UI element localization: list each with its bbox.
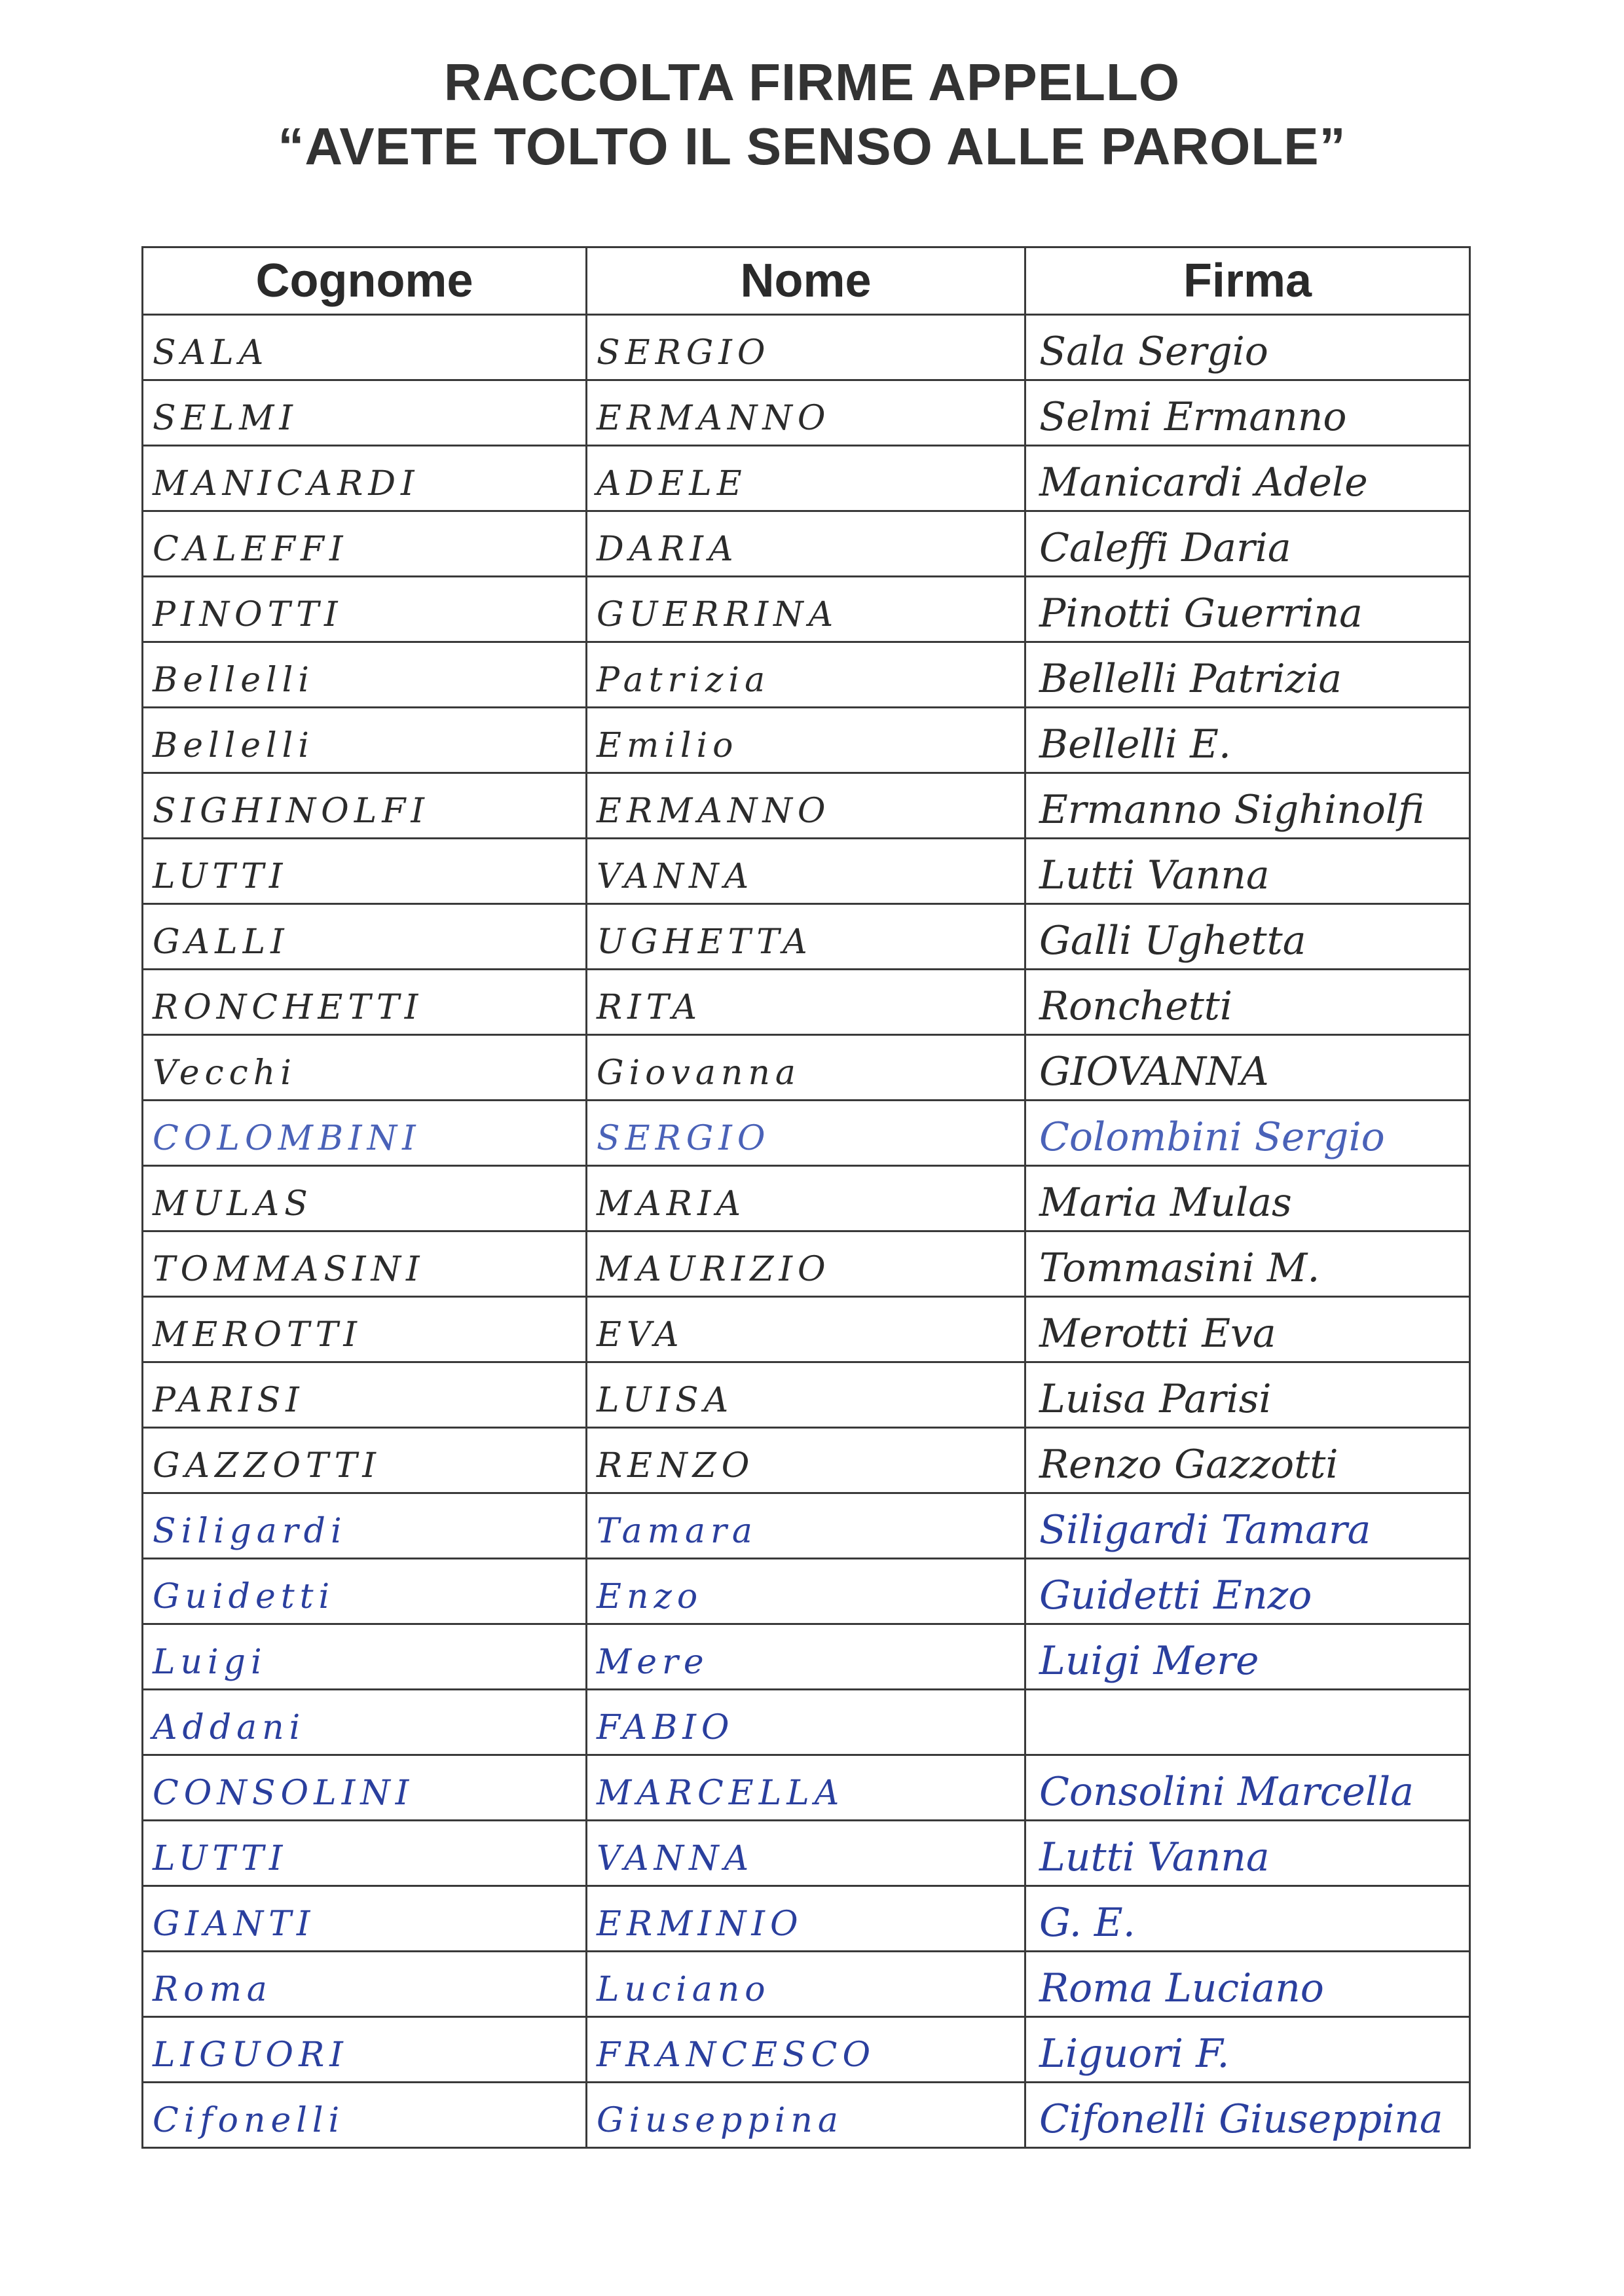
signature-cell — [1025, 1362, 1470, 1428]
signature-cell — [1025, 1952, 1470, 2017]
signature-cell — [1025, 1297, 1470, 1362]
table-row — [143, 2017, 1470, 2083]
handwritten-signature: Lutti Vanna — [1039, 852, 1270, 898]
handwritten-cognome: LIGUORI — [153, 2035, 348, 2075]
handwritten-signature: Maria Mulas — [1039, 1180, 1292, 1226]
cognome-cell — [143, 1101, 587, 1166]
handwritten-cognome: Addani — [153, 1708, 306, 1747]
handwritten-signature: Ronchetti — [1039, 983, 1233, 1029]
nome-cell — [587, 1493, 1025, 1559]
cognome-cell — [143, 642, 587, 708]
cognome-cell — [143, 970, 587, 1035]
table-row — [143, 1755, 1470, 1821]
nome-cell — [587, 1821, 1025, 1886]
signature-cell — [1025, 839, 1470, 904]
cognome-cell — [143, 1297, 587, 1362]
handwritten-nome: EVA — [597, 1315, 684, 1355]
handwritten-cognome: SIGHINOLFI — [153, 792, 430, 831]
column-header-cognome: Cognome — [143, 247, 587, 315]
nome-cell — [587, 2017, 1025, 2083]
signature-cell — [1025, 1886, 1470, 1952]
cognome-cell — [143, 708, 587, 773]
nome-cell — [587, 446, 1025, 511]
handwritten-cognome: CALEFFI — [153, 530, 348, 569]
cognome-cell — [143, 1886, 587, 1952]
cognome-cell — [143, 2083, 587, 2148]
handwritten-cognome: MULAS — [153, 1184, 313, 1224]
handwritten-signature: Caleffi Daria — [1039, 525, 1291, 571]
cognome-cell — [143, 1559, 587, 1624]
handwritten-cognome: Luigi — [153, 1643, 267, 1682]
signature-cell — [1025, 1493, 1470, 1559]
cognome-cell — [143, 1821, 587, 1886]
handwritten-signature: Galli Ughetta — [1039, 918, 1306, 964]
nome-cell — [587, 970, 1025, 1035]
signature-cell — [1025, 1821, 1470, 1886]
nome-cell — [587, 1952, 1025, 2017]
signature-cell — [1025, 315, 1470, 380]
handwritten-cognome: SALA — [153, 333, 269, 373]
handwritten-signature: Renzo Gazzotti — [1039, 1442, 1338, 1487]
signature-cell — [1025, 1231, 1470, 1297]
signature-cell — [1025, 577, 1470, 642]
nome-cell — [587, 1690, 1025, 1755]
cognome-cell — [143, 1690, 587, 1755]
handwritten-cognome: TOMMASINI — [153, 1250, 425, 1289]
signature-cell — [1025, 2083, 1470, 2148]
signature-cell — [1025, 446, 1470, 511]
handwritten-nome: LUISA — [597, 1381, 734, 1420]
handwritten-cognome: Vecchi — [153, 1053, 297, 1093]
nome-cell — [587, 1755, 1025, 1821]
nome-cell — [587, 839, 1025, 904]
table-row — [143, 1559, 1470, 1624]
nome-cell — [587, 1559, 1025, 1624]
handwritten-cognome: GAZZOTTI — [153, 1446, 381, 1485]
handwritten-nome: ADELE — [597, 464, 747, 503]
nome-cell — [587, 1166, 1025, 1231]
handwritten-cognome: GALLI — [153, 922, 289, 962]
cognome-cell — [143, 1952, 587, 2017]
nome-cell — [587, 1624, 1025, 1690]
table-row — [143, 380, 1470, 446]
table-row — [143, 1166, 1470, 1231]
table-row — [143, 1035, 1470, 1101]
handwritten-nome: MARCELLA — [597, 1774, 845, 1813]
cognome-cell — [143, 1493, 587, 1559]
cognome-cell — [143, 1166, 587, 1231]
handwritten-nome: RENZO — [597, 1446, 755, 1485]
handwritten-nome: Tamara — [597, 1512, 758, 1551]
table-header-row — [143, 247, 1470, 315]
handwritten-signature: Ermanno Sighinolfi — [1039, 787, 1425, 833]
table-row — [143, 577, 1470, 642]
handwritten-nome: Giuseppina — [597, 2101, 843, 2140]
signature-cell — [1025, 1428, 1470, 1493]
table-row — [143, 1362, 1470, 1428]
nome-cell — [587, 1362, 1025, 1428]
handwritten-signature: Manicardi Adele — [1039, 460, 1368, 505]
handwritten-nome: RITA — [597, 988, 703, 1027]
signature-cell — [1025, 970, 1470, 1035]
signature-cell — [1025, 773, 1470, 839]
table-row — [143, 642, 1470, 708]
handwritten-nome: SERGIO — [597, 333, 771, 373]
handwritten-cognome: SELMI — [153, 399, 298, 438]
handwritten-cognome: CONSOLINI — [153, 1774, 415, 1813]
signature-cell — [1025, 1166, 1470, 1231]
cognome-cell — [143, 2017, 587, 2083]
handwritten-signature: Tommasini M. — [1039, 1245, 1320, 1291]
handwritten-signature — [1026, 1750, 1469, 1754]
nome-cell — [587, 2083, 1025, 2148]
table-row — [143, 1101, 1470, 1166]
signature-cell — [1025, 708, 1470, 773]
table-row — [143, 1821, 1470, 1886]
handwritten-cognome: GIANTI — [153, 1904, 316, 1944]
table-row — [143, 773, 1470, 839]
table-row — [143, 315, 1470, 380]
signature-table — [141, 246, 1471, 2149]
handwritten-nome: VANNA — [597, 1839, 754, 1878]
handwritten-signature: Pinotti Guerrina — [1039, 591, 1363, 636]
column-header-firma: Firma — [1025, 247, 1470, 315]
nome-cell — [587, 315, 1025, 380]
handwritten-nome: Luciano — [597, 1970, 771, 2009]
cognome-cell — [143, 446, 587, 511]
handwritten-signature: G. E. — [1039, 1900, 1135, 1946]
handwritten-nome: DARIA — [597, 530, 739, 569]
handwritten-cognome: MEROTTI — [153, 1315, 362, 1355]
handwritten-cognome: LUTTI — [153, 857, 288, 896]
nome-cell — [587, 642, 1025, 708]
handwritten-cognome: RONCHETTI — [153, 988, 424, 1027]
nome-cell — [587, 1231, 1025, 1297]
handwritten-cognome: Guidetti — [153, 1577, 335, 1616]
table-row — [143, 2083, 1470, 2148]
signature-cell — [1025, 642, 1470, 708]
cognome-cell — [143, 315, 587, 380]
handwritten-cognome: Cifonelli — [153, 2101, 345, 2140]
handwritten-cognome: Siligardi — [153, 1512, 347, 1551]
signature-cell — [1025, 904, 1470, 970]
handwritten-signature: Merotti Eva — [1039, 1311, 1276, 1357]
handwritten-nome: Emilio — [597, 726, 739, 765]
handwritten-cognome: Bellelli — [153, 661, 314, 700]
table-row — [143, 1428, 1470, 1493]
cognome-cell — [143, 577, 587, 642]
handwritten-nome: Giovanna — [597, 1053, 801, 1093]
cognome-cell — [143, 1624, 587, 1690]
handwritten-signature: Luisa Parisi — [1039, 1376, 1272, 1422]
signature-cell — [1025, 1755, 1470, 1821]
signature-cell — [1025, 2017, 1470, 2083]
nome-cell — [587, 708, 1025, 773]
handwritten-cognome: MANICARDI — [153, 464, 420, 503]
signature-cell — [1025, 380, 1470, 446]
handwritten-signature: Selmi Ermanno — [1039, 394, 1347, 440]
signature-cell — [1025, 1035, 1470, 1101]
table-row — [143, 970, 1470, 1035]
table-row — [143, 1624, 1470, 1690]
handwritten-nome: Mere — [597, 1643, 709, 1682]
table-row — [143, 708, 1470, 773]
nome-cell — [587, 511, 1025, 577]
cognome-cell — [143, 1428, 587, 1493]
nome-cell — [587, 1297, 1025, 1362]
handwritten-cognome: COLOMBINI — [153, 1119, 421, 1158]
handwritten-signature: Sala Sergio — [1039, 329, 1268, 374]
handwritten-signature: Colombini Sergio — [1039, 1114, 1385, 1160]
cognome-cell — [143, 773, 587, 839]
nome-cell — [587, 904, 1025, 970]
column-header-nome: Nome — [587, 247, 1025, 315]
table-row — [143, 1952, 1470, 2017]
nome-cell — [587, 773, 1025, 839]
handwritten-signature: Bellelli Patrizia — [1039, 656, 1342, 702]
handwritten-nome: FRANCESCO — [597, 2035, 876, 2075]
nome-cell — [587, 1886, 1025, 1952]
cognome-cell — [143, 1362, 587, 1428]
handwritten-signature: Consolini Marcella — [1039, 1769, 1414, 1815]
table-row — [143, 1297, 1470, 1362]
table-row — [143, 446, 1470, 511]
handwritten-cognome: Roma — [153, 1970, 272, 2009]
page-title-line1: RACCOLTA FIRME APPELLO — [443, 53, 1181, 111]
handwritten-nome: MAURIZIO — [597, 1250, 831, 1289]
table-row — [143, 839, 1470, 904]
handwritten-nome: Patrizia — [597, 661, 771, 700]
cognome-cell — [143, 1035, 587, 1101]
handwritten-nome: ERMANNO — [597, 399, 831, 438]
signature-cell — [1025, 511, 1470, 577]
handwritten-signature: Cifonelli Giuseppina — [1039, 2096, 1443, 2142]
nome-cell — [587, 380, 1025, 446]
nome-cell — [587, 1101, 1025, 1166]
nome-cell — [587, 577, 1025, 642]
cognome-cell — [143, 511, 587, 577]
handwritten-signature: Luigi Mere — [1039, 1638, 1259, 1684]
handwritten-cognome: LUTTI — [153, 1839, 288, 1878]
handwritten-cognome: Bellelli — [153, 726, 314, 765]
table-row — [143, 904, 1470, 970]
handwritten-nome: FABIO — [597, 1708, 735, 1747]
nome-cell — [587, 1428, 1025, 1493]
table-row — [143, 1493, 1470, 1559]
handwritten-signature: Bellelli E. — [1039, 721, 1231, 767]
handwritten-nome: MARIA — [597, 1184, 747, 1224]
handwritten-nome: VANNA — [597, 857, 754, 896]
signature-cell — [1025, 1690, 1470, 1755]
handwritten-signature: Liguori F. — [1039, 2031, 1230, 2077]
table-row — [143, 1231, 1470, 1297]
signature-cell — [1025, 1559, 1470, 1624]
cognome-cell — [143, 904, 587, 970]
handwritten-signature: Siligardi Tamara — [1039, 1507, 1371, 1553]
handwritten-nome: SERGIO — [597, 1119, 771, 1158]
table-body — [143, 315, 1470, 2148]
handwritten-nome: GUERRINA — [597, 595, 839, 634]
handwritten-nome: Enzo — [597, 1577, 703, 1616]
table-row — [143, 511, 1470, 577]
handwritten-nome: ERMINIO — [597, 1904, 803, 1944]
handwritten-cognome: PINOTTI — [153, 595, 343, 634]
signature-cell — [1025, 1624, 1470, 1690]
cognome-cell — [143, 839, 587, 904]
cognome-cell — [143, 1231, 587, 1297]
handwritten-signature: Lutti Vanna — [1039, 1834, 1270, 1880]
signature-cell — [1025, 1101, 1470, 1166]
handwritten-signature: GIOVANNA — [1039, 1049, 1269, 1095]
handwritten-cognome: PARISI — [153, 1381, 304, 1420]
handwritten-nome: UGHETTA — [597, 922, 813, 962]
handwritten-nome: ERMANNO — [597, 792, 831, 831]
table-row — [143, 1690, 1470, 1755]
cognome-cell — [143, 1755, 587, 1821]
table-row — [143, 1886, 1470, 1952]
handwritten-signature: Guidetti Enzo — [1039, 1573, 1312, 1618]
cognome-cell — [143, 380, 587, 446]
nome-cell — [587, 1035, 1025, 1101]
page-title-line2: “AVETE TOLTO IL SENSO ALLE PAROLE” — [278, 117, 1346, 175]
handwritten-signature: Roma Luciano — [1039, 1965, 1324, 2011]
